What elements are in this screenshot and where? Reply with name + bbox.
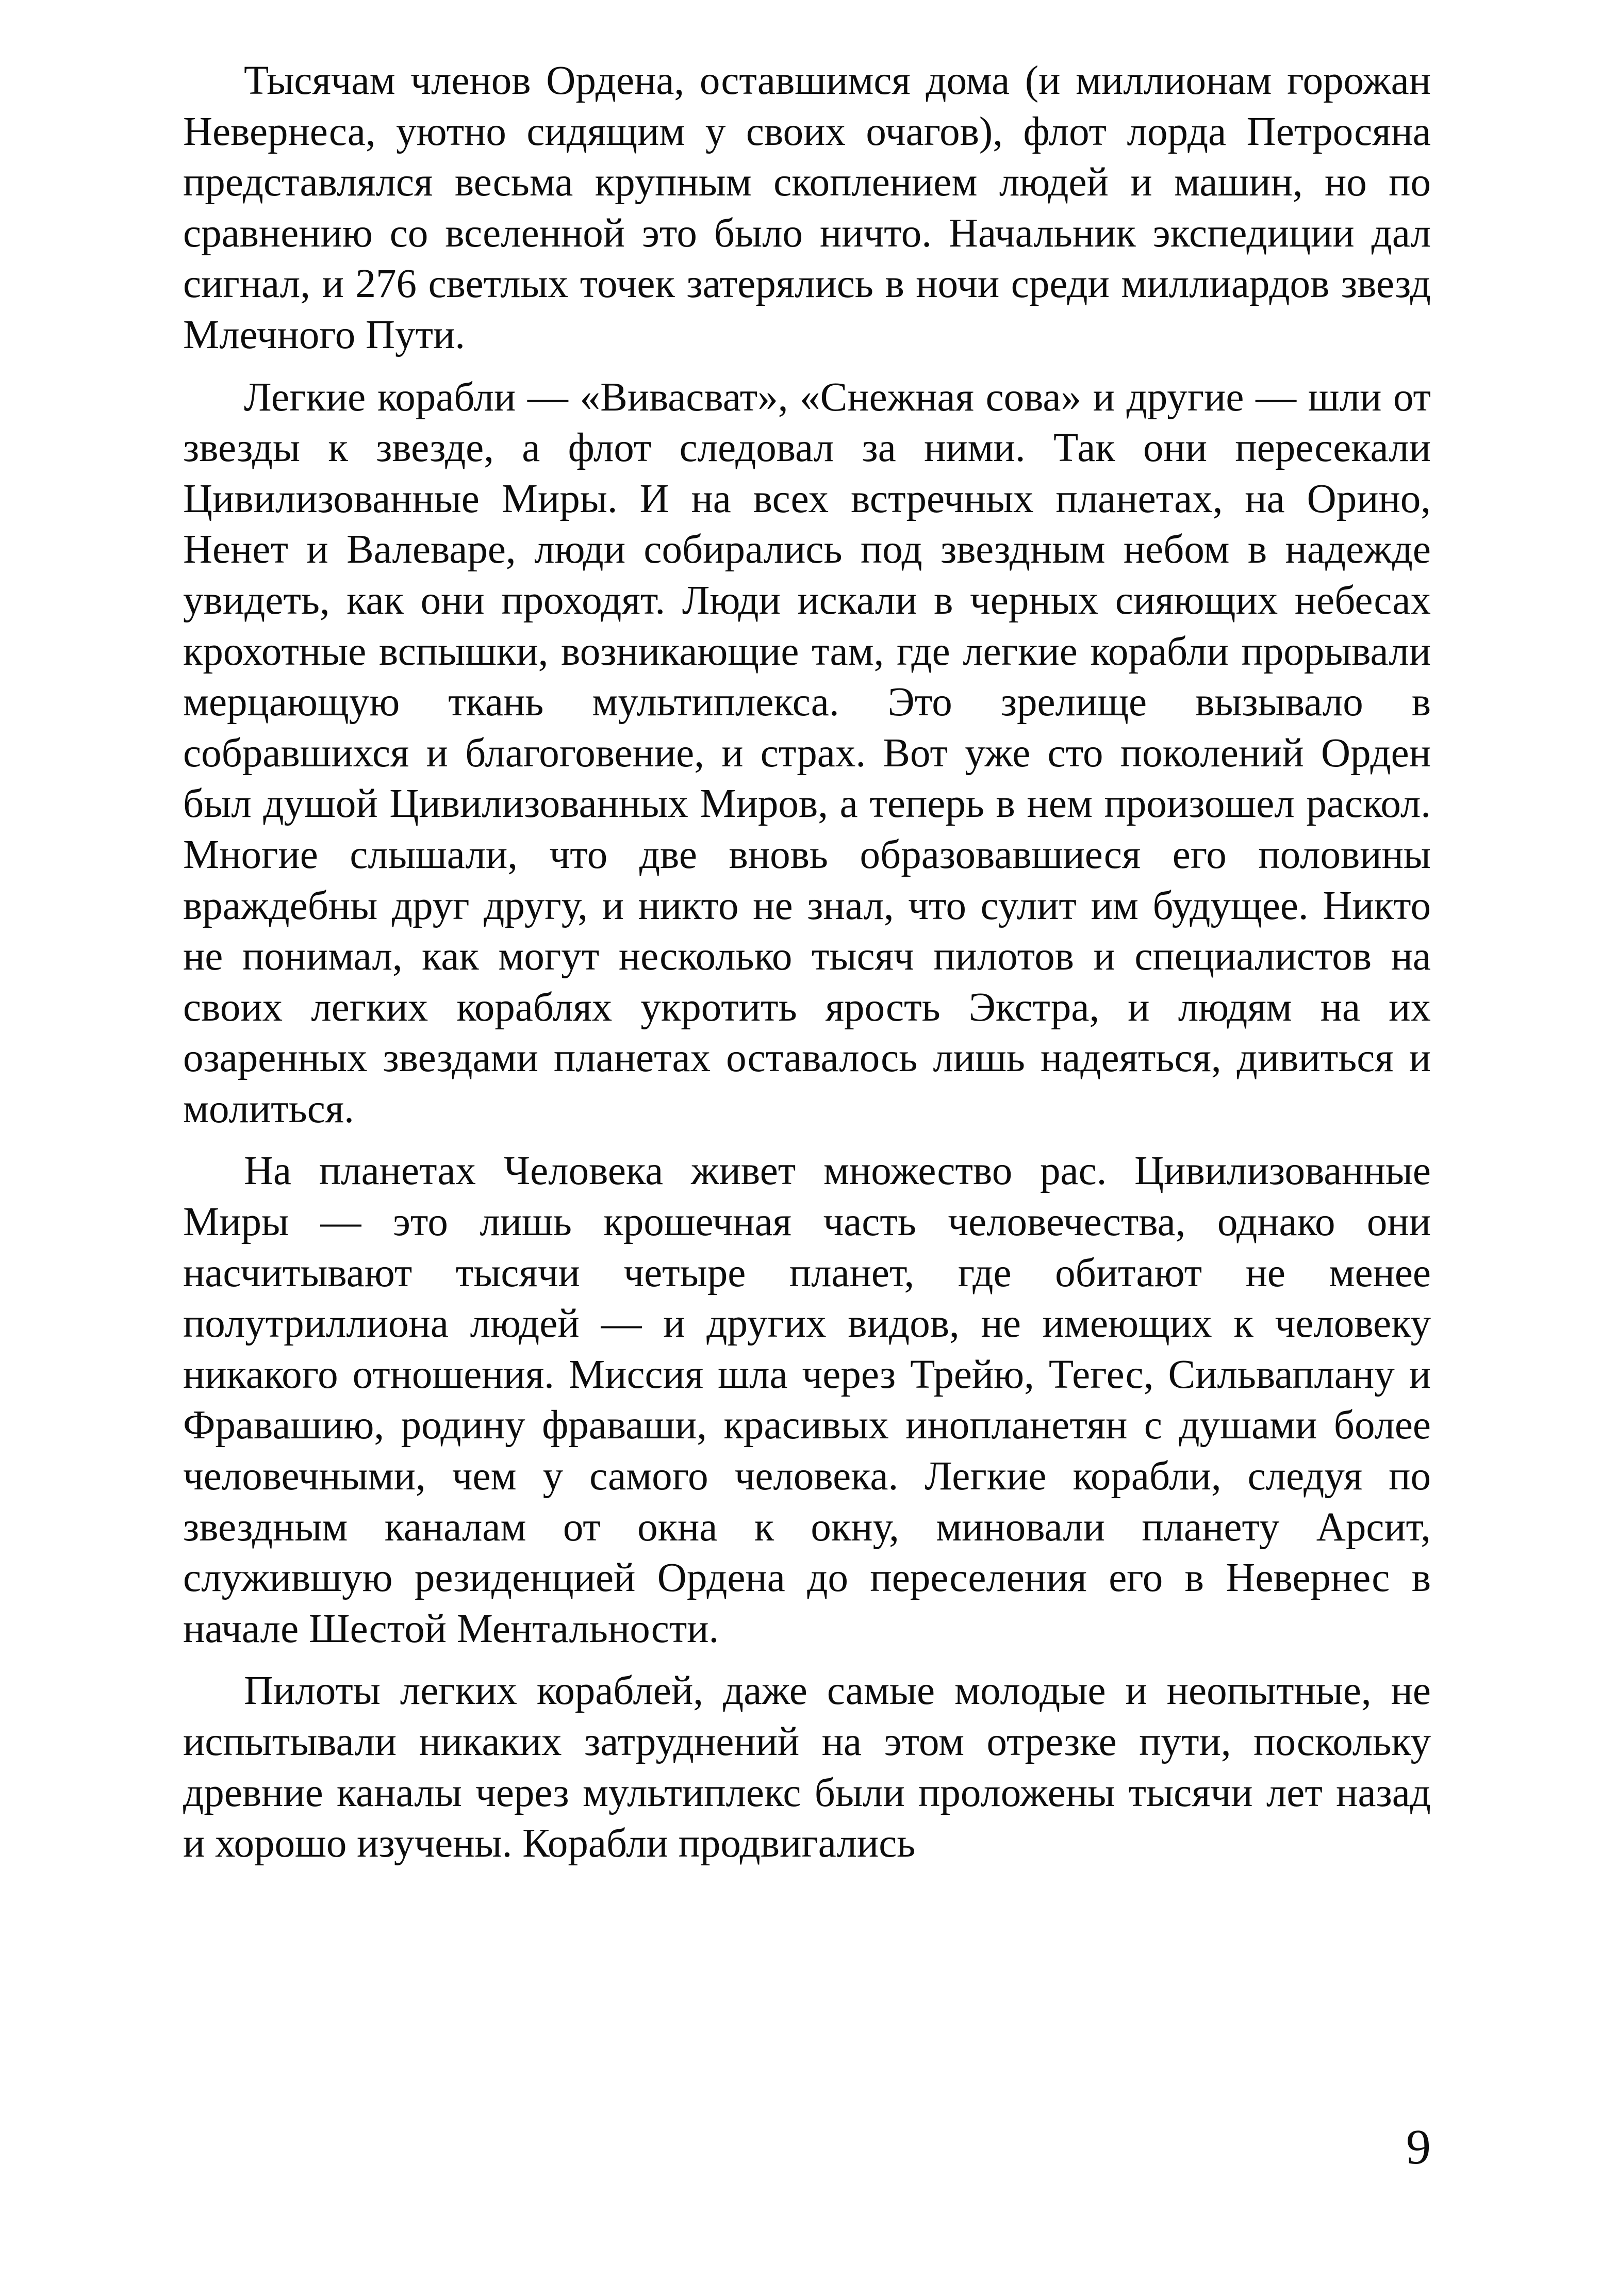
paragraph-3: На планетах Человека живет множество рас. Цивилизованные Миры — это лишь крошечная часть человечества, однако они насчитывают тысячи четыре планет, где обитают не менее полутриллиона людей — и других видов, не имеющих к человеку никакого отношения. Миссия шла через Трейю, Тегес, Сильваплану и Фравашию, родину фраваши, красивых инопланетян с душами более человечными, чем у самого человека. Легкие корабли, следуя по звездным каналам от окна к окну, миновали планету Арсит, служившую резиденцией Ордена до переселения его в Невернес в начале Шестой Ментальности.: [183, 1149, 1431, 1651]
body-text: [183, 56, 1431, 1869]
page-number: 9: [1406, 2119, 1431, 2174]
paragraph-4: Пилоты легких кораблей, даже самые молодые и неопытные, не испытывали никаких затруднений на этом отрезке пути, поскольку древние каналы через мультиплекс были проложены тысячи лет назад и хорошо изучены. Корабли продвигались: [183, 1668, 1431, 1866]
paragraph-1: Тысячам членов Ордена, оставшимся дома (и миллионам горожан Невернеса, уютно сидящим у своих очагов), флот лорда Петросяна представлялся весьма крупным скоплением людей и машин, но по сравнению со вселенной это было ничто. Начальник экспедиции дал сигнал, и 276 светлых точек затерялись в ночи среди миллиардов звезд Млечного Пути.: [183, 58, 1431, 357]
paragraph-2: Легкие корабли — «Вивасват», «Снежная сова» и другие — шли от звезды к звезде, а флот следовал за ними. Так они пересекали Цивилизованные Миры. И на всех встречных планетах, на Орино, Ненет и Валеваре, люди собирались под звездным небом в надежде увидеть, как они проходят. Люди искали в черных сияющих небесах крохотные вспышки, возникающие там, где легкие корабли прорывали мерцающую ткань мультиплекса. Это зрелище вызывало в собравшихся и благоговение, и страх. Вот уже сто поколений Орден был душой Цивилизованных Миров, а теперь в нем произошел раскол. Многие слышали, что две вновь образовавшиеся его половины враждебны друг другу, и никто не знал, что сулит им будущее. Никто не понимал, как могут несколько тысяч пилотов и специалистов на своих легких кораблях укротить ярость Экстра, и людям на их озаренных звездами планетах оставалось лишь надеяться, дивиться и молиться.: [183, 374, 1431, 1131]
